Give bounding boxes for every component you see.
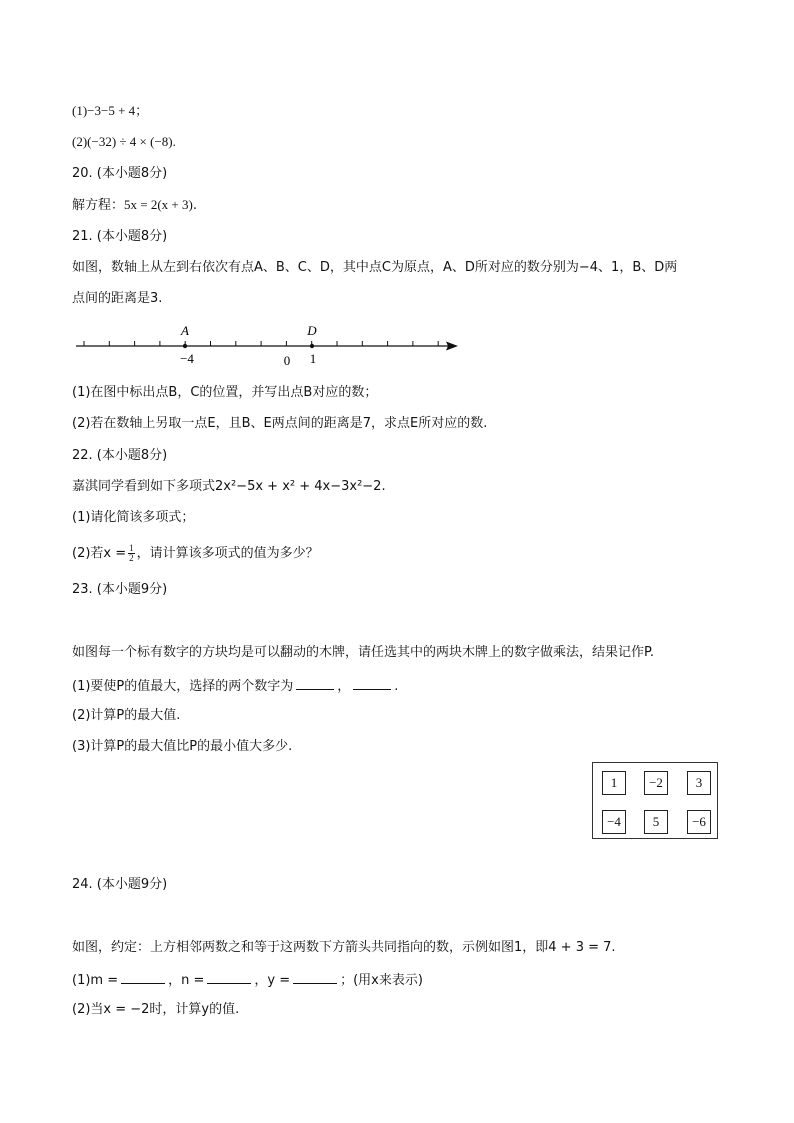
number-line-ticks	[84, 341, 438, 346]
tick-label-zero: 0	[283, 353, 291, 368]
q22-sub2	[72, 544, 319, 563]
tile: 5	[644, 810, 668, 834]
q23-text: 如图每一个标有数字的方块均是可以翻动的木牌，请任选其中的两块木牌上的数字做乘法，结果记作P.	[72, 645, 654, 660]
answer-blank-1[interactable]	[296, 677, 334, 690]
q24-sub1-tail: ；(用x来表示)	[340, 973, 423, 988]
q19-part2: (2)(−32) ÷ 4 × (−8).	[72, 134, 176, 149]
q20-equation: 5x = 2(x + 3)	[124, 197, 193, 212]
tile: −6	[687, 810, 711, 834]
number-line	[70, 318, 470, 370]
point-d-label: D	[307, 323, 317, 338]
q24-sub1	[72, 971, 423, 989]
q24-sub1-y: ，y =	[254, 973, 291, 988]
q22-sub2-suffix: ，请计算该多项式的值为多少？	[136, 546, 319, 561]
fraction-numerator: 1	[129, 543, 134, 553]
q22-text: 嘉淇同学看到如下多项式2x²−5x + x² + 4x−3x²−2.	[72, 479, 386, 494]
q20-task	[72, 197, 197, 214]
q21-sub2: (2)若在数轴上另取一点E，且B、E两点间的距离是7，求点E所对应的数.	[72, 416, 488, 431]
point-a-label: A	[181, 323, 189, 338]
tick-label-one: 1	[309, 351, 317, 366]
q20-task-suffix: .	[192, 198, 197, 213]
answer-blank-m[interactable]	[121, 971, 165, 984]
q21-header: 21. (本小题8分)	[72, 229, 168, 244]
q22-sub1: (1)请化简该多项式；	[72, 510, 195, 525]
point-a-dot	[183, 344, 187, 348]
tile: −2	[644, 771, 668, 795]
q24-header: 24. (本小题9分)	[72, 877, 168, 892]
q22-header: 22. (本小题8分)	[72, 448, 168, 463]
q24-text: 如图，约定：上方相邻两数之和等于这两数下方箭头共同指向的数，示例如图1，即4 + 3 = 7.	[72, 940, 616, 955]
q22-sub2-prefix: (2)若x =	[72, 546, 127, 561]
q23-sub1-prefix: (1)要使P的值最大，选择的两个数字为	[72, 679, 294, 694]
q24-sub1-n: ，n =	[168, 973, 205, 988]
fraction-denominator: 2	[129, 553, 134, 563]
q24-sub1-m: (1)m =	[72, 973, 119, 988]
q23-sub1-sep: ，	[337, 679, 351, 694]
answer-blank-n[interactable]	[207, 971, 251, 984]
q22-fraction	[128, 544, 135, 563]
q19-part1: (1)−3−5 + 4；	[72, 103, 149, 118]
q23-sub1-end: .	[394, 679, 399, 694]
q21-text-line2: 点间的距离是3.	[72, 291, 163, 306]
answer-blank-2[interactable]	[353, 677, 391, 690]
q23-header: 23. (本小题9分)	[72, 582, 168, 597]
q20-header: 20. (本小题8分)	[72, 166, 168, 181]
q21-text-line1: 如图，数轴上从左到右依次有点A、B、C、D，其中点C为原点，A、D所对应的数分别为−4、1，B、D两	[72, 260, 678, 275]
tile: 1	[602, 771, 626, 795]
q20-task-prefix: 解方程：	[72, 198, 125, 213]
tick-label-neg4: −4	[180, 351, 194, 366]
q23-sub3: (3)计算P的最大值比P的最小值大多少.	[72, 739, 293, 754]
tile: 3	[687, 771, 711, 795]
answer-blank-y[interactable]	[293, 971, 337, 984]
tile: −4	[602, 810, 626, 834]
point-d-dot	[310, 344, 314, 348]
q23-sub1	[72, 677, 398, 695]
q23-sub2: (2)计算P的最大值.	[72, 708, 181, 723]
tile-board	[592, 762, 718, 839]
q24-sub2: (2)当x = −2时，计算y的值.	[72, 1002, 240, 1017]
q21-sub1: (1)在图中标出点B，C的位置，并写出点B对应的数；	[72, 385, 378, 400]
